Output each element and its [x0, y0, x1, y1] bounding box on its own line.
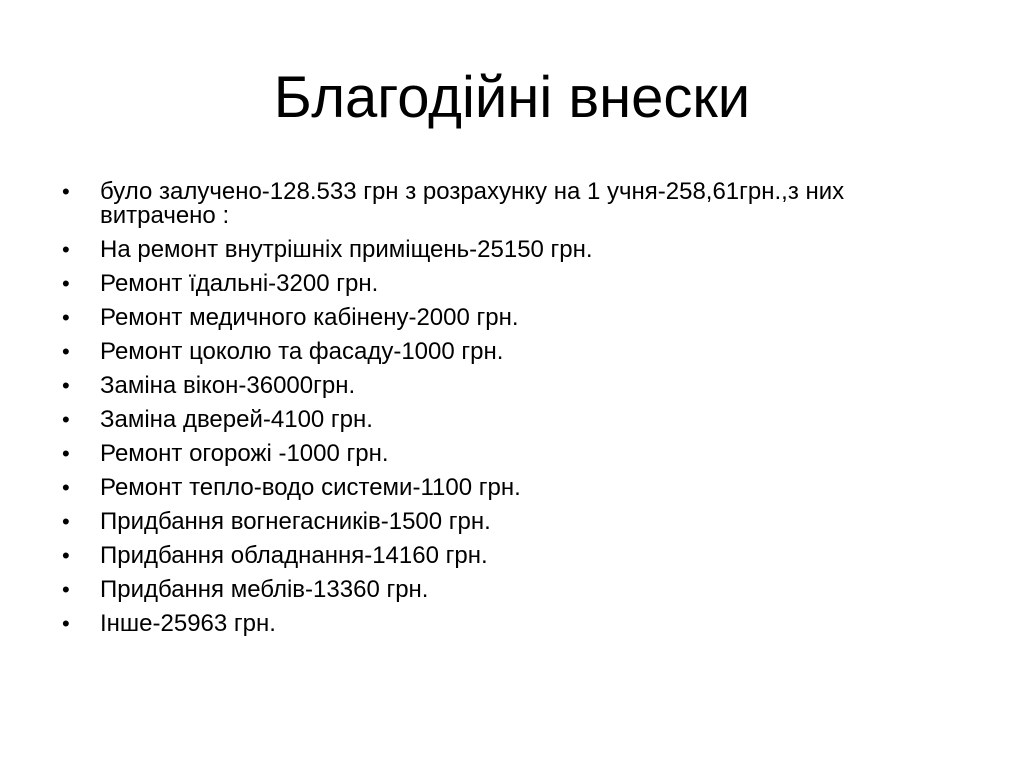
list-item-text: Придбання вогнегасників-1500 грн.	[100, 508, 491, 535]
bullet-icon: •	[62, 305, 70, 330]
bullet-icon: •	[62, 475, 70, 500]
list-item	[62, 510, 962, 534]
list-item-text: Придбання обладнання-14160 грн.	[100, 542, 488, 569]
slide-title: Благодійні внески	[273, 65, 751, 130]
list-item	[62, 578, 962, 602]
list-item-text: Ремонт тепло-водо системи-1100 грн.	[100, 474, 521, 501]
list-item-text: Ремонт медичного кабінену-2000 грн.	[100, 304, 519, 331]
list-item	[62, 340, 962, 364]
bullet-icon: •	[62, 441, 70, 466]
list-item-text: Ремонт цоколю та фасаду-1000 грн.	[100, 338, 504, 365]
bullet-icon: •	[62, 271, 70, 296]
bullet-list	[62, 180, 962, 646]
bullet-icon: •	[62, 543, 70, 568]
list-item-text: Ремонт огорожі -1000 грн.	[100, 440, 389, 467]
bullet-icon: •	[62, 339, 70, 364]
bullet-icon: •	[62, 611, 70, 636]
list-item	[62, 612, 962, 636]
bullet-icon: •	[62, 237, 70, 262]
list-item-text: було залучено-128.533 грн з розрахунку на 1 учня-258,61грн.,з них витрачено :	[100, 178, 845, 229]
list-item	[62, 272, 962, 296]
bullet-icon: •	[62, 509, 70, 534]
list-item-text: На ремонт внутрішніх приміщень-25150 грн.	[100, 236, 593, 263]
list-item	[62, 442, 962, 466]
bullet-icon: •	[62, 179, 70, 204]
list-item	[62, 180, 962, 228]
list-item-text: Ремонт їдальні-3200 грн.	[100, 270, 379, 297]
bullet-icon: •	[62, 407, 70, 432]
list-item	[62, 306, 962, 330]
list-item-text: Заміна дверей-4100 грн.	[100, 406, 373, 433]
list-item	[62, 544, 962, 568]
list-item	[62, 374, 962, 398]
list-item	[62, 408, 962, 432]
list-item-text: Придбання меблів-13360 грн.	[100, 576, 429, 603]
bullet-icon: •	[62, 577, 70, 602]
list-item-text: Заміна вікон-36000грн.	[100, 372, 356, 399]
list-item	[62, 238, 962, 262]
list-item	[62, 476, 962, 500]
bullet-icon: •	[62, 373, 70, 398]
list-item-text: Інше-25963 грн.	[100, 610, 276, 637]
